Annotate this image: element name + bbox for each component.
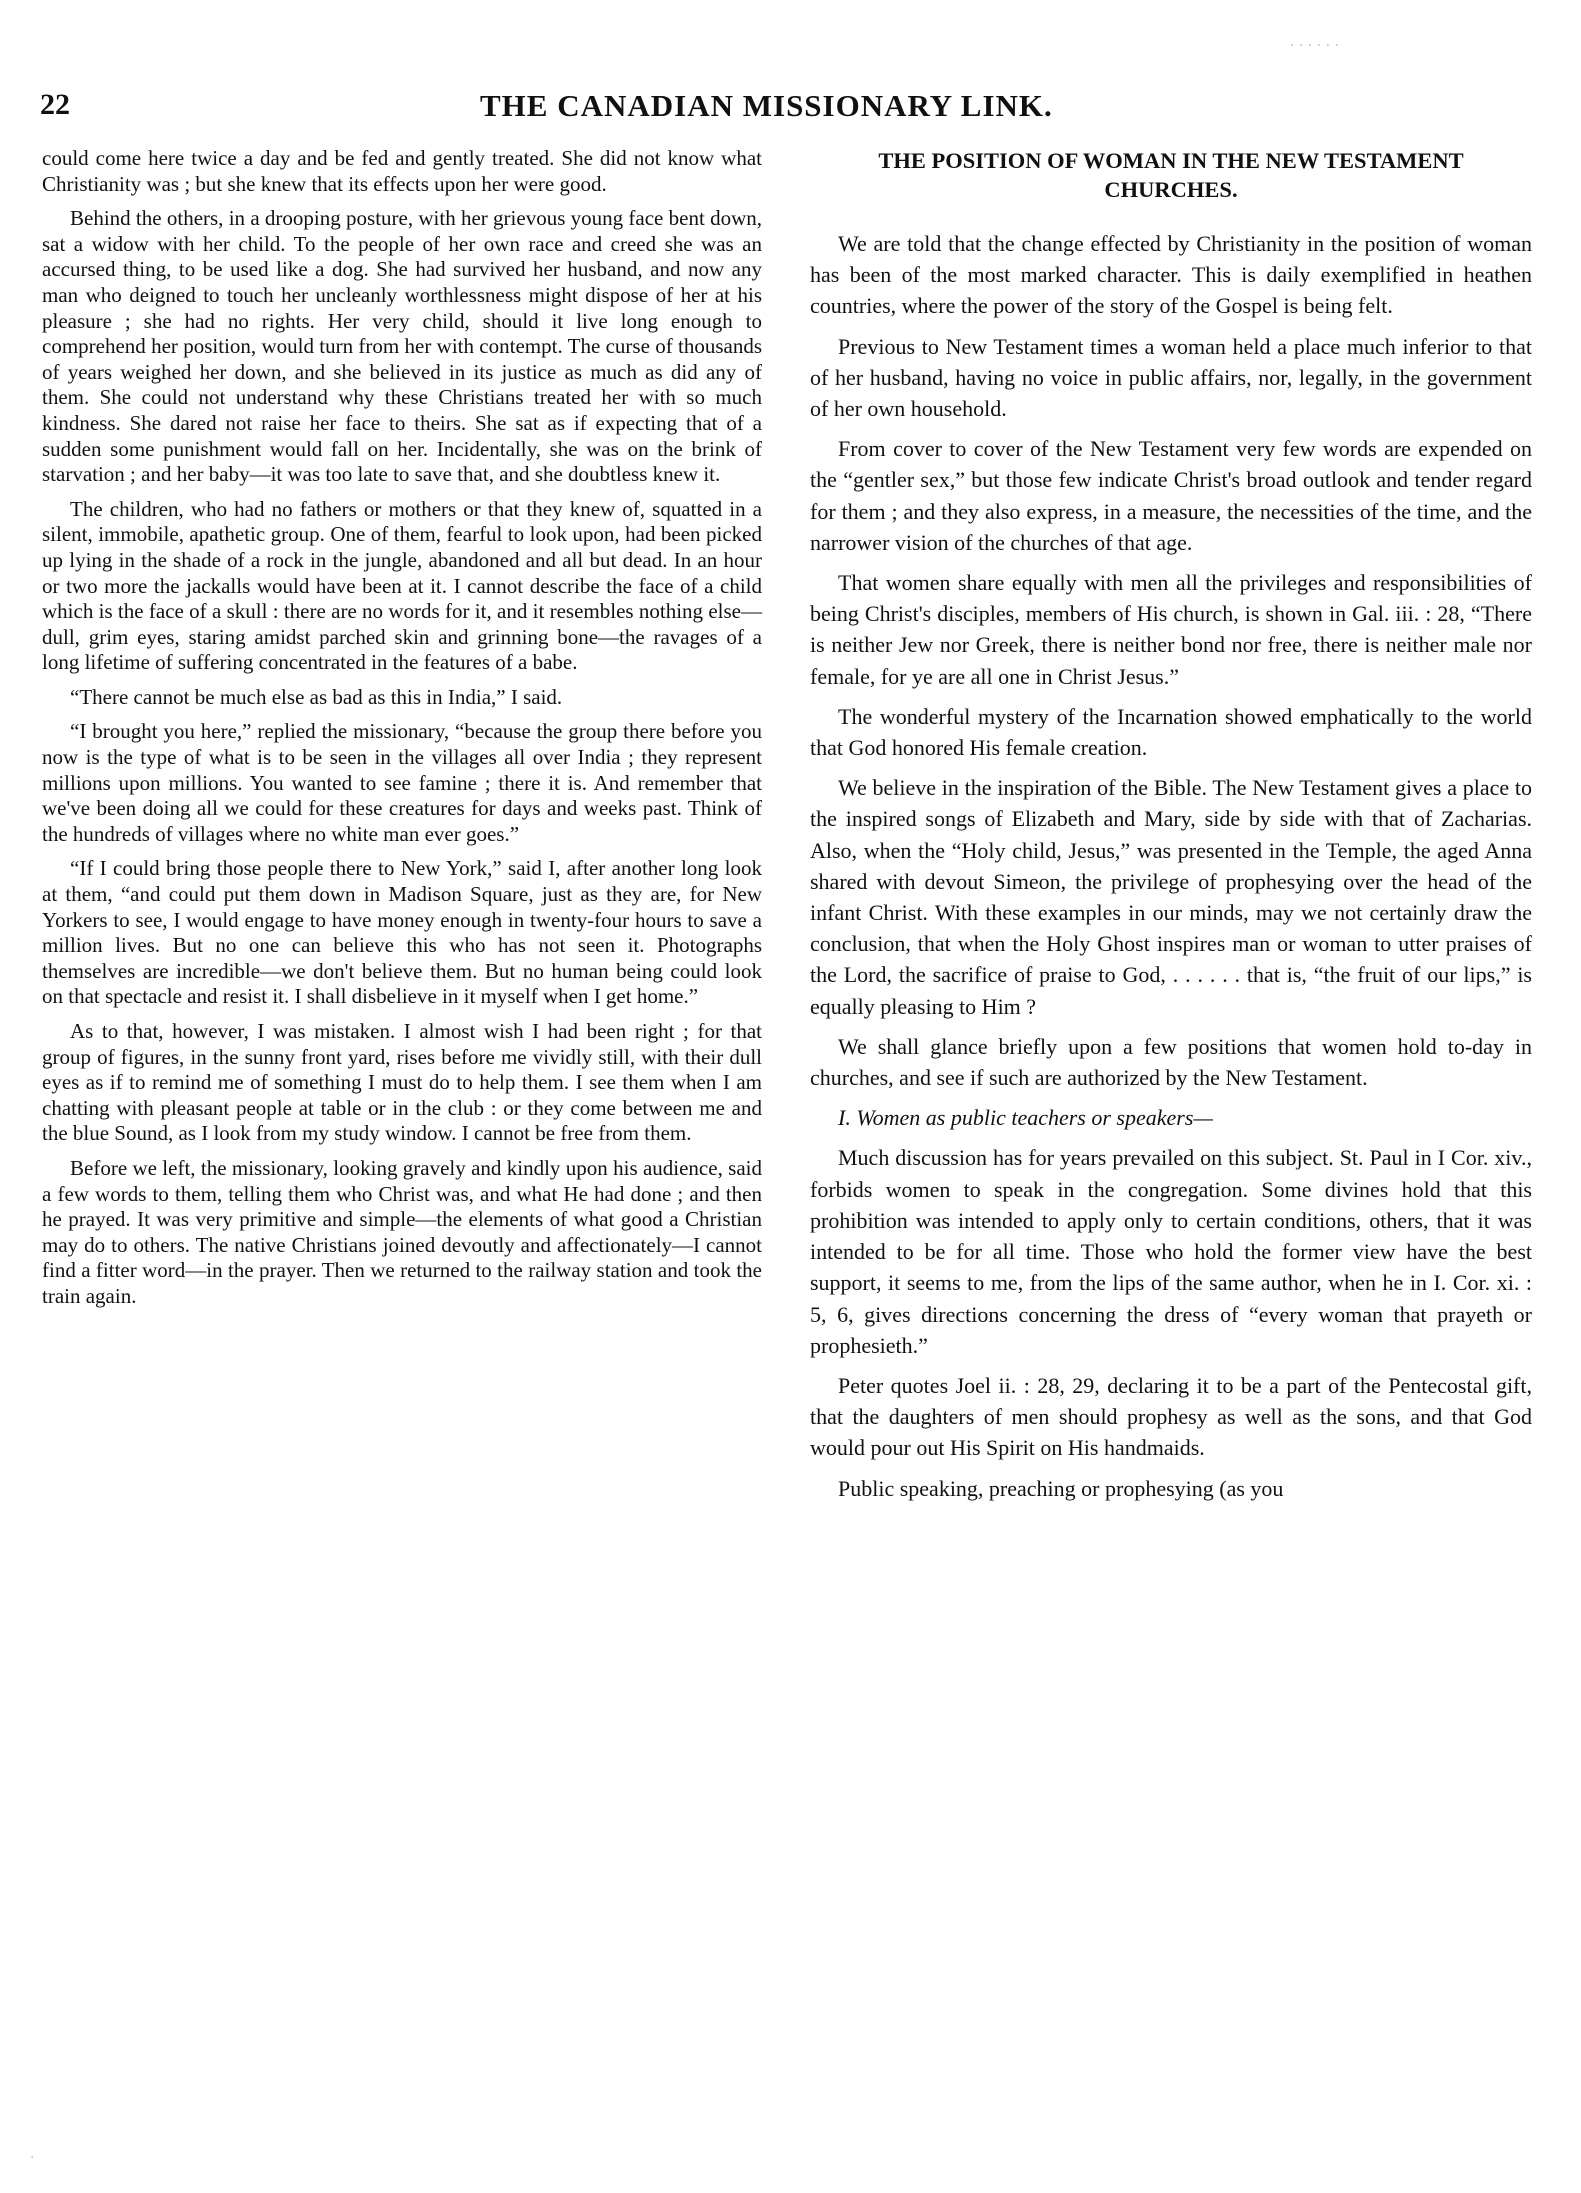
scan-speckle-top-right: · · · · · · — [1290, 38, 1339, 54]
page-number: 22 — [40, 88, 70, 121]
section-heading: I. Women as public teachers or speakers— — [838, 1105, 1213, 1131]
left-column — [42, 146, 762, 1319]
right-column — [810, 146, 1532, 1513]
paragraph: We are told that the change effected by Christianity in the position of woman has been of the most marked character. This is daily exemplified in heathen countries, where the power of the story of the Gospel is being felt. — [810, 231, 1532, 319]
paragraph: “I brought you here,” replied the missionary, “because the group there before you now is the type of what is to be seen in the villages all over India ; they represent millions upon millions. You wanted to see famine ; there it is. And remember that we've been doing all we could for these creatures for days and weeks past. Think of the hundreds of villages where no white man ever goes.” — [42, 719, 762, 846]
running-title: THE CANADIAN MISSIONARY LINK. — [480, 88, 1053, 123]
paragraph: “If I could bring those people there to New York,” said I, after another long look at them, “and could put them down in Madison Square, just as they are, for New Yorkers to see, I would engage to have money enough in twenty-four hours to save a million lives. But no one can believe this who has not seen it. Photographs themselves are incredible—we don't believe them. But no human being could look on that spectacle and resist it. I shall disbelieve in it myself when I get home.” — [42, 856, 762, 1009]
paragraph: Public speaking, preaching or prophesying (as you — [838, 1475, 1284, 1501]
paragraph: “There cannot be much else as bad as this in India,” I said. — [70, 684, 563, 709]
paragraph: Peter quotes Joel ii. : 28, 29, declaring it to be a part of the Pentecostal gift, that the daughters of men should prophesy as well as the sons, and that God would pour out His Spirit on His handmaids. — [810, 1372, 1532, 1461]
paragraph: We believe in the inspiration of the Bible. The New Testament gives a place to the inspired songs of Elizabeth and Mary, side by side with that of Zacharias. Also, when the “Holy child, Jesus,” was presented in the Temple, the aged Anna shared with devout Simeon, the privilege of prophesying over the head of the infant Christ. With these examples in our minds, may we not certainly draw the conclusion, that when the Holy Ghost inspires man or woman to utter praises of the Lord, the sacrifice of praise to God, . . . . . . that is, “the fruit of our lips,” is equally pleasing to Him ? — [810, 775, 1532, 1019]
scan-speckle-bottom-left: · — [30, 2150, 35, 2166]
paragraph: Before we left, the missionary, looking gravely and kindly upon his audience, said a few words to them, telling them who Christ was, and what He had done ; and then he prayed. It was very primitive and simple—the elements of what good a Christian may do to others. The native Christians joined devoutly and affectionately—I cannot find a fitter word—in the prayer. Then we returned to the railway station and took the train again. — [42, 1155, 762, 1308]
paragraph: From cover to cover of the New Testament very few words are expended on the “gentler sex,” but those few indicate Christ's broad outlook and tender regard for them ; and they also express, in a measure, the necessities of the time, and the narrower vision of the churches of that age. — [810, 436, 1532, 555]
article-title: THE POSITION OF WOMAN IN THE NEW TESTAMENT CHURCHES. — [878, 148, 1464, 202]
paragraph: Previous to New Testament times a woman held a place much inferior to that of her husband, having no voice in public affairs, nor, legally, in the government of her own household. — [810, 333, 1532, 422]
paragraph: could come here twice a day and be fed and gently treated. She did not know what Christianity was ; but she knew that its effects upon her were good. — [42, 146, 762, 196]
paragraph: We shall glance briefly upon a few positions that women hold to-day in churches, and see if such are authorized by the New Testament. — [810, 1033, 1532, 1091]
page-header — [40, 88, 1540, 132]
paragraph: The children, who had no fathers or mothers or that they knew of, squatted in a silent, immobile, apathetic group. One of them, fearful to look upon, had been picked up lying in the shade of a rock in the jungle, abandoned and all but dead. In an hour or two more the jackalls would have been at it. I cannot describe the face of a child which is the face of a skull : there are no words for it, and it resembles nothing else—dull, grim eyes, staring amidst parched skin and grinning bone—the ravages of a long lifetime of suffering concentrated in the features of a babe. — [42, 496, 762, 675]
paragraph: As to that, however, I was mistaken. I almost wish I had been right ; for that group of figures, in the sunny front yard, rises before me vividly still, with their dull eyes as if to remind me of something I must do to help them. I see them when I am chatting with pleasant people at table or in the club : or they come between me and the blue Sound, as I look from my study window. I cannot be free from them. — [42, 1019, 762, 1146]
paragraph: Much discussion has for years prevailed on this subject. St. Paul in I Cor. xiv., forbids women to speak in the congregation. Some divines hold that this prohibition was intended to apply only to certain conditions, others, that it was intended to be for all time. Those who hold the former view have the best support, it seems to me, from the lips of the same author, when he in I. Cor. xi. : 5, 6, gives directions concerning the dress of “every woman that prayeth or prophesieth.” — [810, 1145, 1532, 1358]
paragraph: Behind the others, in a drooping posture, with her grievous young face bent down, sat a widow with her child. To the people of her own race and creed she was an accursed thing, to be used like a dog. She had survived her husband, and now any man who deigned to touch her uncleanly worthlessness might dispose of her at his pleasure ; she had no rights. Her very child, should it live long enough to comprehend her position, would turn from her with contempt. The curse of thousands of years weighed her down, and she believed in its justice as much as did any of them. She could not understand why these Christians treated her with so much kindness. She dared not raise her face to theirs. She sat as if expecting that of a sudden some punishment would fall on her. Incidentally, she was on the brink of starvation ; and her baby—it was too late to save that, and she doubtless knew it. — [42, 206, 762, 487]
paragraph: That women share equally with men all the privileges and responsibilities of being Christ's disciples, members of His church, is shown in Gal. iii. : 28, “There is neither Jew nor Greek, there is neither bond nor free, there is neither male nor female, for ye are all one in Christ Jesus.” — [810, 570, 1532, 689]
paragraph: The wonderful mystery of the Incarnation showed emphatically to the world that God honored His female creation. — [810, 703, 1532, 761]
